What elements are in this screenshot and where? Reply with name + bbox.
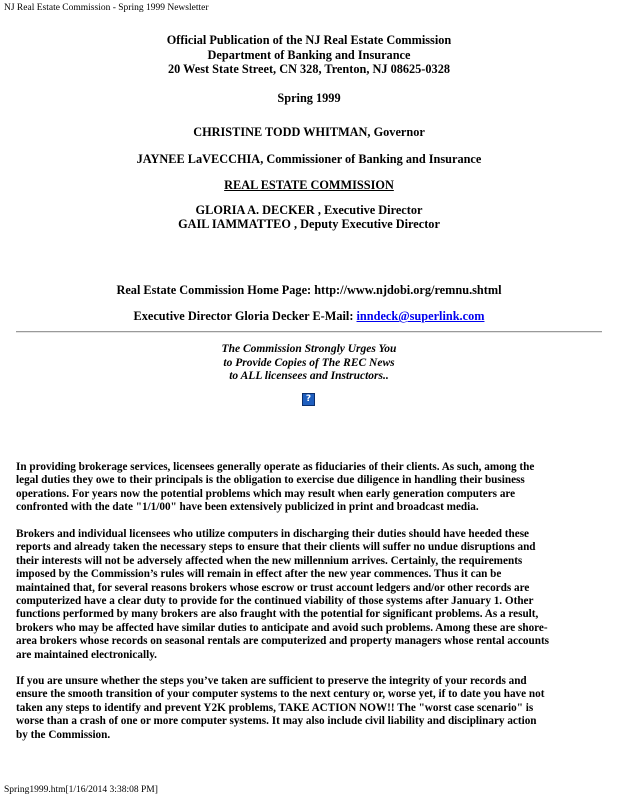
email-link[interactable]: inndeck@superlink.com [356, 309, 485, 323]
browser-print-footer: Spring1999.htm[1/16/2014 3:38:08 PM] [4, 785, 158, 795]
paragraph-3-line-1: If you are unsure whether the steps you’ve taken are sufficient to preserve the integrity of your records and [16, 675, 527, 687]
paragraph-3-line-5: by the Commission. [16, 728, 111, 741]
executive-director-line: GLORIA A. DECKER , Executive Director [195, 203, 423, 217]
masthead-department: Department of Banking and Insurance [207, 48, 411, 62]
homepage-line: Real Estate Commission Home Page: http://www.njdobi.org/remnu.shtml [116, 283, 502, 297]
section-heading: REAL ESTATE COMMISSION [224, 178, 394, 192]
notice-block [0, 343, 618, 384]
paragraph-2-line-4: imposed by the Commission’s rules will remain in effect after the new year commences. Thus it can be [16, 568, 502, 581]
paragraph-1-line-3: operations. For years now the potential problems which may result when early generation computers are [16, 487, 516, 500]
paragraph-3-line-3: taken any steps to identify and prevent Y2K problems, TAKE ACTION NOW!! The "worst case scenario" is [16, 701, 534, 714]
article-paragraph-2 [16, 528, 606, 662]
email-line [0, 309, 618, 324]
email-label: Executive Director Gloria Decker E-Mail: [133, 309, 357, 323]
paragraph-2-line-7: functions performed by many brokers are also fraught with the potential for significant problems. As a result, [16, 608, 539, 621]
commissioner-line: JAYNEE LaVECCHIA, Commissioner of Banking and Insurance [136, 152, 482, 166]
notice-line-2: to Provide Copies of The REC News [223, 356, 395, 369]
issue-date: Spring 1999 [277, 91, 341, 105]
paragraph-1-line-4: confronted with the date "1/1/00" have been extensively publicized in print and broadcast media. [16, 501, 479, 514]
paragraph-2-line-10: are maintained electronically. [16, 648, 157, 661]
article-paragraph-1 [16, 461, 606, 515]
browser-print-header: NJ Real Estate Commission - Spring 1999 Newsletter [4, 3, 209, 13]
help-icon[interactable]: ? [302, 393, 315, 406]
governor-line: CHRISTINE TODD WHITMAN, Governor [193, 125, 425, 139]
masthead-publication: Official Publication of the NJ Real Estate Commission [166, 33, 452, 47]
paragraph-3-line-2: ensure the smooth transition of your computer systems to the next century or, worse yet, if to date you have not [16, 688, 545, 701]
paragraph-2-line-8: brokers who may be affected have similar duties to anticipate and avoid such problems. Among these are shore- [16, 621, 548, 634]
paragraph-2-line-9: area brokers whose records on seasonal rentals are computerized and property managers whose rental accounts [16, 635, 550, 648]
notice-line-1: The Commission Strongly Urges You [221, 343, 397, 355]
paragraph-2-line-6: computerized have a clear duty to provide for the continued viability of those systems after January 1. Other [16, 595, 534, 608]
paragraph-1-line-2: legal duties they owe to their principals is the obligation to exercise due diligence in handling their business [16, 474, 525, 487]
horizontal-rule [16, 331, 602, 333]
notice-line-3: to ALL licensees and Instructors.. [229, 370, 389, 382]
paragraph-2-line-3: their interests will not be adversely affected when the new millennium arrives. Certainly, the requirements [16, 554, 523, 567]
masthead-address: 20 West State Street, CN 328, Trenton, NJ 08625-0328 [167, 62, 450, 76]
section-heading-wrap [0, 178, 618, 193]
paragraph-2-line-5: maintained that, for several reasons brokers whose escrow or trust account ledgers and/or other records are [16, 581, 530, 594]
deputy-director-line: GAIL IAMMATTEO , Deputy Executive Director [178, 217, 440, 231]
article-paragraph-3 [16, 675, 606, 742]
paragraph-3-line-4: worse than a crash of one or more computer systems. It may also include civil liability and disciplinary action [16, 715, 537, 728]
paragraph-2-line-1: Brokers and individual licensees who utilize computers in discharging their duties should have heeded these [16, 528, 530, 540]
paragraph-1-line-1: In providing brokerage services, licensees generally operate as fiduciaries of their clients. As such, among the [16, 461, 535, 473]
paragraph-2-line-2: reports and already taken the necessary steps to ensure that their clients will suffer no undue disruptions and [16, 541, 536, 554]
